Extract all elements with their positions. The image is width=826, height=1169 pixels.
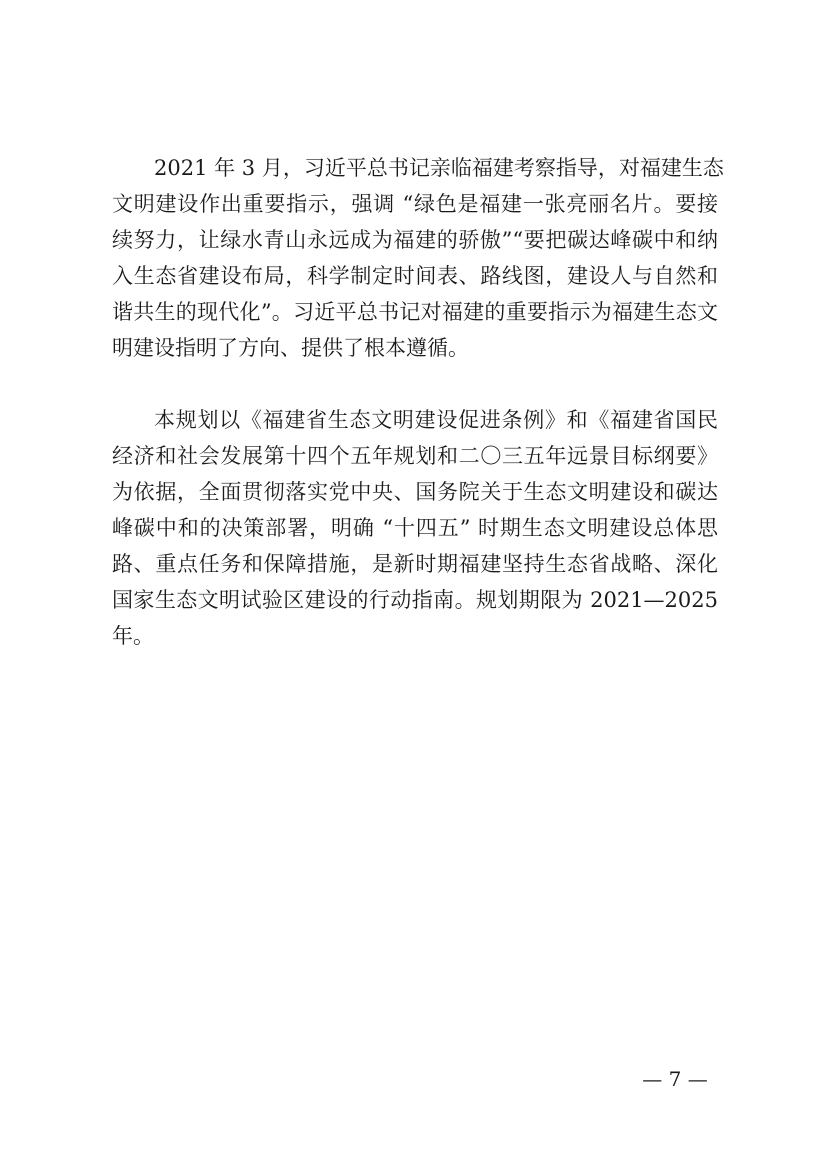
paragraph-line: 明建设指明了方向、提供了根本遵循。 [112,336,469,360]
paragraph-line: 2021 年 3 月，习近平总书记亲临福建考察指导，对福建生态 [154,156,724,180]
paragraph-line: 年。 [112,624,154,648]
paragraph-line: 入生态省建设布局，科学制定时间表、路线图，建设人与自然和 [112,264,718,288]
page-number: — 7 — [642,1067,708,1091]
paragraph-line: 国家生态文明试验区建设的行动指南。规划期限为 2021—2025 [112,588,718,612]
paragraph-line: 峰碳中和的决策部署，明确 “十四五” 时期生态文明建设总体思 [112,516,718,540]
paragraph-line: 文明建设作出重要指示，强调 “绿色是福建一张亮丽名片。要接 [112,192,718,216]
paragraph-line: 本规划以《福建省生态文明建设促进条例》和《福建省国民 [154,408,718,432]
paragraph-line: 为依据，全面贯彻落实党中央、国务院关于生态文明建设和碳达 [112,480,718,504]
paragraph-line: 续努力，让绿水青山永远成为福建的骄傲”“要把碳达峰碳中和纳 [112,228,718,252]
paragraph-line: 路、重点任务和保障措施，是新时期福建坚持生态省战略、深化 [112,552,718,576]
paragraph-line: 经济和社会发展第十四个五年规划和二〇三五年远景目标纲要》 [112,444,718,468]
paragraph-line: 谐共生的现代化”。习近平总书记对福建的重要指示为福建生态文 [112,300,718,324]
